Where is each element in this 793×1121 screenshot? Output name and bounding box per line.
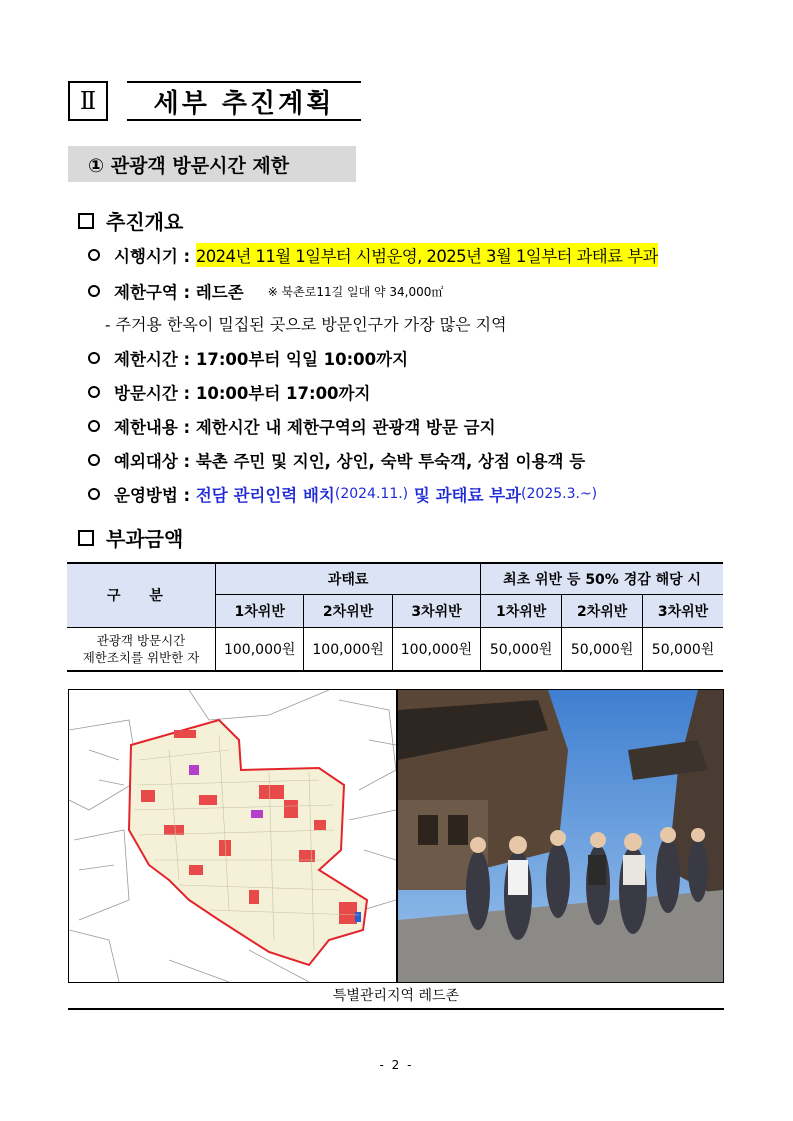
row-label-line: 관광객 방문시간	[96, 632, 186, 648]
fee-table	[67, 562, 723, 672]
method-conjunction: 및	[408, 486, 436, 505]
item-zone	[88, 279, 443, 303]
redzone-map-image	[69, 690, 396, 982]
item-visit-hours	[88, 380, 370, 404]
method-fine-date: (2025.3.~)	[521, 486, 598, 502]
circle-bullet-icon	[88, 285, 100, 297]
item-exceptions	[88, 448, 585, 472]
method-fine: 과태료 부과	[435, 486, 522, 505]
subheader-cell: 3차위반	[643, 594, 723, 627]
method-staffing-date: (2024.11.)	[334, 486, 409, 502]
item-value: 10:00부터 17:00까지	[195, 384, 371, 403]
subheader-cell: 2차위반	[562, 594, 643, 627]
item-label: 제한구역 :	[114, 283, 191, 302]
item-value-highlight: 2024년 11월 1일부터 시범운영, 2025년 3월 1일부터 과태료 부과	[196, 243, 658, 267]
row-label	[67, 627, 216, 671]
circle-bullet-icon	[88, 420, 100, 432]
header-group-reduced: 최초 위반 등 50% 경감 해당 시	[481, 563, 723, 594]
item-label: 예외대상 :	[114, 452, 191, 471]
method-staffing: 전담 관리인력 배치	[195, 486, 335, 505]
figure-frame	[68, 689, 724, 983]
subheader-cell: 1차위반	[481, 594, 562, 627]
overview-heading	[78, 206, 183, 235]
fee-cell: 100,000원	[392, 627, 480, 671]
item-restriction-content	[88, 414, 496, 438]
fees-heading	[78, 523, 183, 552]
item-value: 북촌 주민 및 지인, 상인, 숙박 투숙객, 상점 이용객 등	[195, 452, 586, 471]
circle-bullet-icon	[88, 249, 100, 261]
circle-bullet-icon	[88, 454, 100, 466]
header-group-fine: 과태료	[216, 563, 481, 594]
page-number: - 2 -	[379, 1058, 414, 1072]
item-restricted-hours	[88, 346, 408, 370]
fee-cell: 100,000원	[216, 627, 304, 671]
item-label: 방문시간 :	[114, 384, 191, 403]
item-label: 제한시간 :	[114, 350, 191, 369]
checkbox-square-icon	[78, 530, 94, 546]
item-label: 운영방법 :	[114, 486, 191, 505]
item-operation-method	[88, 482, 597, 506]
bukchon-street-photo	[398, 690, 723, 982]
fee-cell: 50,000원	[643, 627, 723, 671]
circle-bullet-icon	[88, 386, 100, 398]
row-label-line: 제한조치를 위반한 자	[82, 649, 200, 665]
header-category: 구 분	[67, 563, 216, 627]
overview-heading-text: 추진개요	[106, 210, 184, 234]
fee-cell: 50,000원	[562, 627, 643, 671]
item-label: 제한내용 :	[114, 418, 191, 437]
circle-bullet-icon	[88, 488, 100, 500]
checkbox-square-icon	[78, 213, 94, 229]
subheader-cell: 3차위반	[392, 594, 480, 627]
item-start-date	[88, 243, 658, 267]
fee-cell: 50,000원	[481, 627, 562, 671]
section-title: 세부 추진계획	[127, 81, 361, 121]
subsection-title: ① 관광객 방문시간 제한	[68, 146, 356, 182]
section-numeral: Ⅱ	[68, 81, 108, 121]
zone-area-note: ※ 북촌로11길 일대 약 34,000㎡	[267, 284, 444, 299]
item-value: 제한시간 내 제한구역의 관광객 방문 금지	[195, 418, 496, 437]
circle-bullet-icon	[88, 352, 100, 364]
figure-caption: 특별관리지역 레드존	[68, 983, 724, 1010]
item-label: 시행시기 :	[114, 247, 191, 266]
item-value: 17:00부터 익일 10:00까지	[195, 350, 409, 369]
subheader-cell: 2차위반	[304, 594, 392, 627]
zone-description: - 주거용 한옥이 밀집된 곳으로 방문인구가 가장 많은 지역	[105, 315, 507, 334]
item-value: 레드존	[195, 283, 244, 302]
subheader-cell: 1차위반	[216, 594, 304, 627]
fee-cell: 100,000원	[304, 627, 392, 671]
fees-heading-text: 부과금액	[106, 527, 184, 551]
